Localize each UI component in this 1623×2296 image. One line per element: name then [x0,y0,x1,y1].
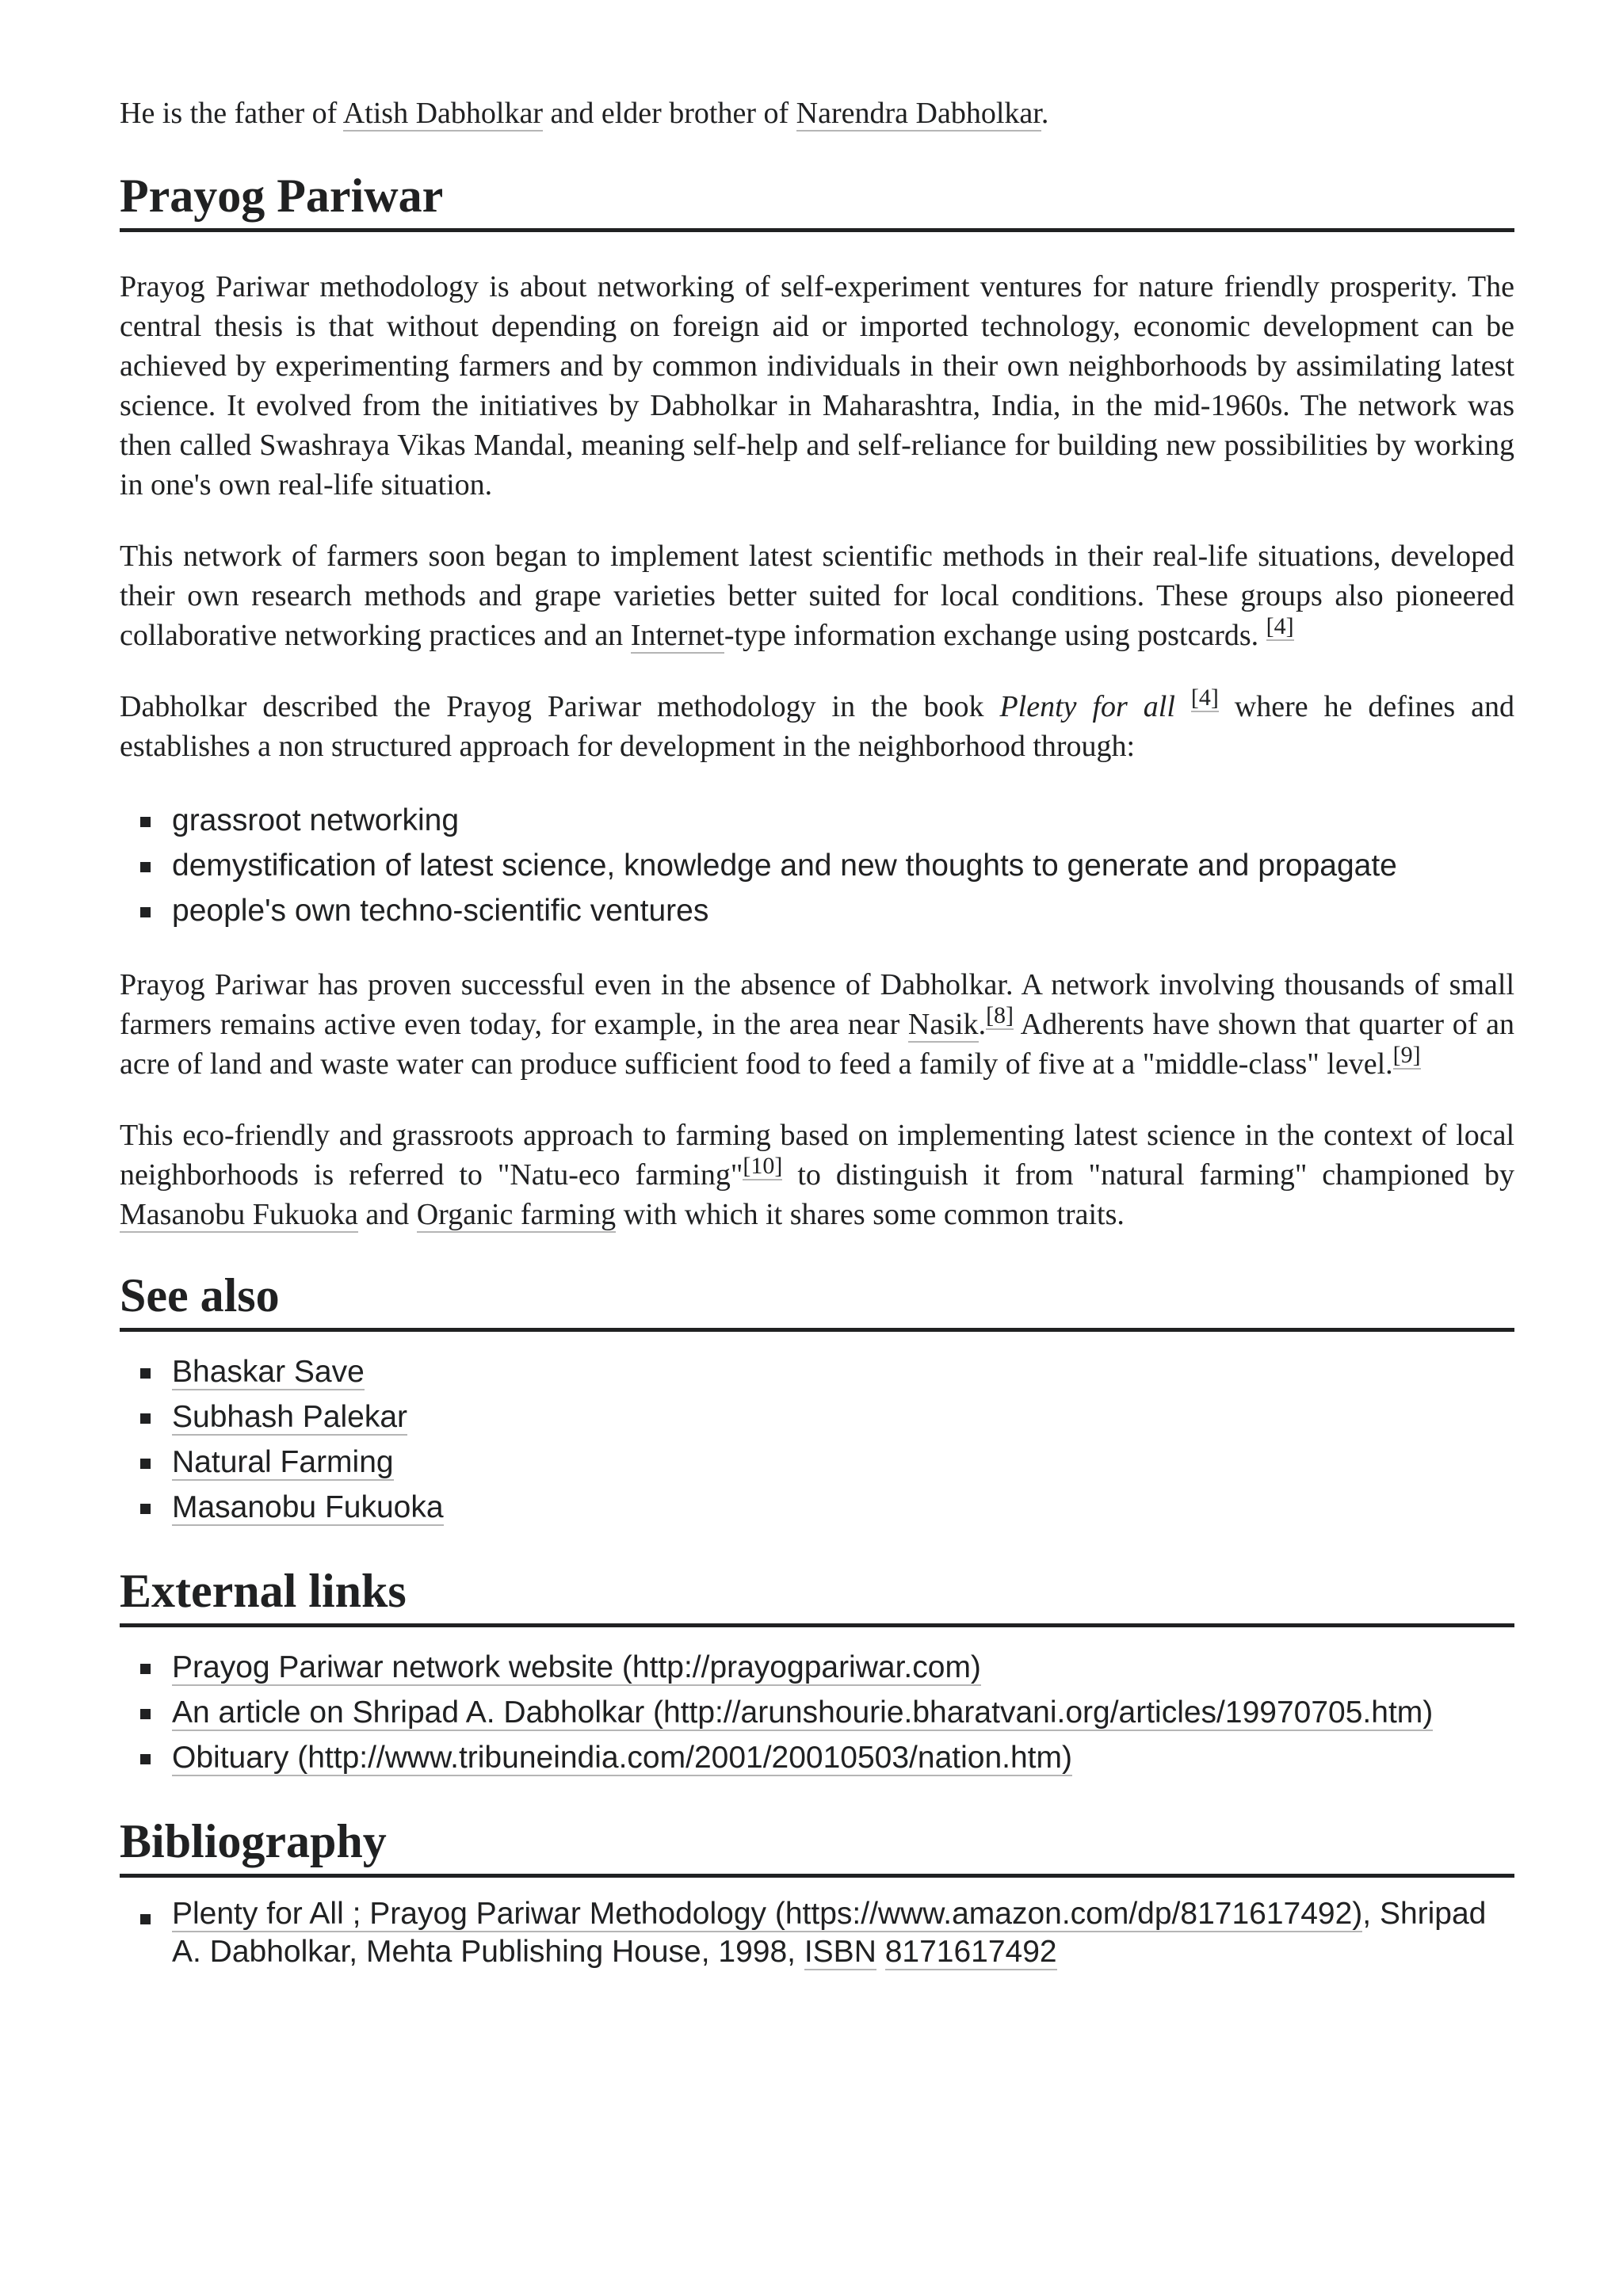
list-item [172,1349,1514,1394]
reference-10[interactable]: [10] [743,1153,783,1179]
link-masanobu-fukuoka-see-also[interactable]: Masanobu Fukuoka [172,1490,444,1524]
link-isbn[interactable]: ISBN [804,1935,876,1969]
link-isbn-number[interactable]: 8171617492 [884,1935,1057,1969]
link-internet[interactable]: Internet [630,619,724,652]
link-narendra-dabholkar[interactable]: Narendra Dabholkar [796,97,1041,130]
list-item: demystification of latest science, knowledge and new thoughts to generate and propagate [172,843,1514,888]
link-nasik[interactable]: Nasik [907,1008,979,1041]
paragraph-network: This network of farmers soon began to implement latest scientific methods in their real-life situations, developed their own research methods and grape varieties better suited for local conditions. These groups also pioneered collaborative networking practices and an Internet-type information exchange using postcards. [4] [120,540,1514,652]
link-obituary[interactable]: Obituary (http://www.tribuneindia.com/2001/20010503/nation.htm) [172,1741,1072,1775]
list-item: people's own techno-scientific ventures [172,888,1514,933]
intro-paragraph: He is the father of Atish Dabholkar and elder brother of Narendra Dabholkar. [120,97,1049,130]
list-item [172,1440,1514,1485]
link-plenty-for-all[interactable]: Plenty for All ; Prayog Pariwar Methodology (https://www.amazon.com/dp/8171617492) [172,1897,1363,1931]
list-item: grassroot networking [172,798,1514,843]
article-body [120,93,1514,1971]
list-item [172,1394,1514,1440]
approach-list [120,798,1514,933]
paragraph-natu-eco: This eco-friendly and grassroots approach to farming based on implementing latest science in the context of local neighborhoods is referred to "Natu-eco farming"[10] to distinguish it from "natural farming" championed by Masanobu Fukuoka and Organic farming with which it shares some common traits. [120,1119,1514,1231]
heading-see-also: See also [120,1268,1514,1332]
link-atish-dabholkar[interactable]: Atish Dabholkar [342,97,543,130]
book-title: Plenty for all [999,690,1175,723]
external-links-list [120,1645,1514,1780]
link-organic-farming[interactable]: Organic farming [416,1198,617,1231]
list-item: Plenty for All ; Prayog Pariwar Methodology (https://www.amazon.com/dp/8171617492), Shripad A. Dabholkar, Mehta Publishing House, 1998, ISBN 8171617492 [172,1895,1514,1971]
list-item [172,1735,1514,1780]
reference-4[interactable]: [4] [1266,613,1294,639]
link-natural-farming[interactable]: Natural Farming [172,1445,394,1479]
link-dabholkar-article[interactable]: An article on Shripad A. Dabholkar (http://arunshourie.bharatvani.org/articles/19970705.htm) [172,1695,1434,1730]
link-subhash-palekar[interactable]: Subhash Palekar [172,1400,408,1434]
list-item [172,1690,1514,1735]
link-prayog-pariwar-website[interactable]: Prayog Pariwar network website (http://prayogpariwar.com) [172,1650,981,1684]
list-item [172,1645,1514,1690]
reference-8[interactable]: [8] [986,1002,1014,1028]
reference-9[interactable]: [9] [1392,1042,1421,1068]
link-masanobu-fukuoka[interactable]: Masanobu Fukuoka [120,1198,358,1231]
paragraph-book: Dabholkar described the Prayog Pariwar methodology in the book Plenty for all [4] where he defines and establishes a non structured approach for development in the neighborhood through: [120,685,1514,763]
heading-bibliography: Bibliography [120,1814,1514,1878]
bibliography-list [120,1895,1514,1971]
list-item [172,1485,1514,1530]
reference-4-book[interactable]: [4] [1190,685,1219,711]
heading-external-links: External links [120,1563,1514,1627]
link-bhaskar-save[interactable]: Bhaskar Save [172,1355,365,1389]
see-also-list [120,1349,1514,1530]
paragraph-success: Prayog Pariwar has proven successful even in the absence of Dabholkar. A network involving thousands of small farmers remains active even today, for example, in the area near Nasik.[8] Adherents have shown that quarter of an acre of land and waste water can produce sufficient food to feed a family of five at a "middle-class" level.[9] [120,968,1514,1081]
paragraph-methodology: Prayog Pariwar methodology is about networking of self-experiment ventures for nature friendly prosperity. The central thesis is that without depending on foreign aid or imported technology, economic development can be achieved by experimenting farmers and by common individuals in their own neighborhoods by assimilating latest science. It evolved from the initiatives by Dabholkar in Maharashtra, India, in the mid-1960s. The network was then called Swashraya Vikas Mandal, meaning self-help and self-reliance for building new possibilities by working in one's own real-life situation. [120,270,1514,502]
heading-prayog-pariwar: Prayog Pariwar [120,168,1514,232]
